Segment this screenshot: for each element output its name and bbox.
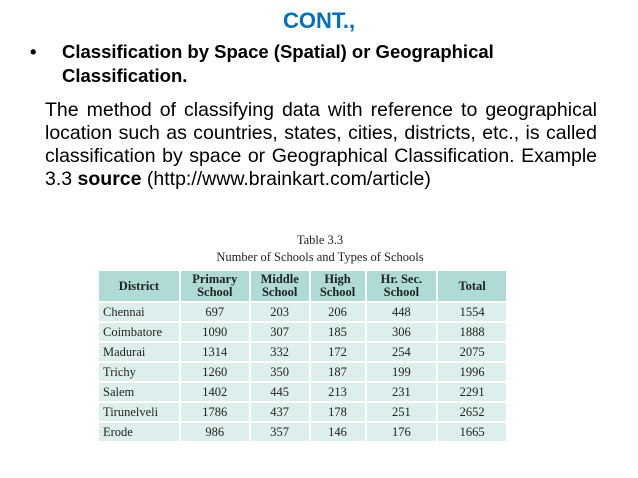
header-high-school: High School: [311, 271, 365, 301]
cell-primary: 986: [181, 423, 249, 441]
header-hr-sec-school: Hr. Sec. School: [367, 271, 437, 301]
bullet-point: [30, 40, 610, 88]
cell-district: Erode: [99, 423, 179, 441]
cell-hrsec: 231: [367, 383, 437, 401]
cell-hrsec: 306: [367, 323, 437, 341]
cell-total: 1996: [438, 363, 506, 381]
cell-primary: 1402: [181, 383, 249, 401]
source-link: (http://www.brainkart.com/article): [146, 168, 431, 190]
cell-district: Coimbatore: [99, 323, 179, 341]
cell-high: 185: [311, 323, 365, 341]
header-primary-school: Primary School: [181, 271, 249, 301]
cell-total: 1888: [438, 323, 506, 341]
cell-hrsec: 199: [367, 363, 437, 381]
slide-title: CONT.,: [282, 8, 356, 33]
cell-district: Trichy: [99, 363, 179, 381]
cell-district: Tirunelveli: [99, 403, 179, 421]
description-paragraph: [45, 99, 597, 191]
table-row: [99, 383, 506, 401]
cell-hrsec: 254: [367, 343, 437, 361]
cell-district: Salem: [99, 383, 179, 401]
cell-middle: 437: [251, 403, 309, 421]
cell-middle: 445: [251, 383, 309, 401]
table-row: [99, 423, 506, 441]
bullet-line-2: Classification.: [62, 65, 188, 86]
table-caption: Table 3.3: [296, 233, 344, 247]
cell-total: 2652: [438, 403, 506, 421]
bullet-marker: •: [30, 41, 37, 62]
cell-high: 172: [311, 343, 365, 361]
bullet-line-1: Classification by Space (Spatial) or Geographical: [62, 41, 494, 62]
cell-middle: 357: [251, 423, 309, 441]
header-total: Total: [438, 271, 506, 301]
cell-middle: 307: [251, 323, 309, 341]
header-middle-school: Middle School: [251, 271, 309, 301]
cell-high: 187: [311, 363, 365, 381]
cell-total: 2075: [438, 343, 506, 361]
source-label: source: [77, 168, 142, 190]
table-row: [99, 343, 506, 361]
cell-district: Madurai: [99, 343, 179, 361]
cell-total: 1554: [438, 303, 506, 321]
cell-primary: 1314: [181, 343, 249, 361]
cell-primary: 1786: [181, 403, 249, 421]
cell-middle: 203: [251, 303, 309, 321]
cell-total: 1665: [438, 423, 506, 441]
cell-high: 213: [311, 383, 365, 401]
cell-hrsec: 448: [367, 303, 437, 321]
cell-primary: 1090: [181, 323, 249, 341]
table-row: [99, 403, 506, 421]
table-row: [99, 363, 506, 381]
table-header-row: [99, 271, 506, 301]
paragraph-text: The method of classifying data with reference to geographical location such as countries, states, cities, districts, etc., is called classification by space or Geographical Classification. Example 3.3: [45, 99, 597, 190]
cell-high: 178: [311, 403, 365, 421]
cell-high: 146: [311, 423, 365, 441]
table-row: [99, 323, 506, 341]
cell-high: 206: [311, 303, 365, 321]
cell-hrsec: 251: [367, 403, 437, 421]
schools-table: [97, 269, 508, 443]
header-district: District: [99, 271, 179, 301]
cell-middle: 332: [251, 343, 309, 361]
cell-middle: 350: [251, 363, 309, 381]
table-subtitle: Number of Schools and Types of Schools: [216, 250, 424, 264]
table-row: [99, 303, 506, 321]
cell-hrsec: 176: [367, 423, 437, 441]
cell-primary: 697: [181, 303, 249, 321]
cell-primary: 1260: [181, 363, 249, 381]
cell-district: Chennai: [99, 303, 179, 321]
cell-total: 2291: [438, 383, 506, 401]
